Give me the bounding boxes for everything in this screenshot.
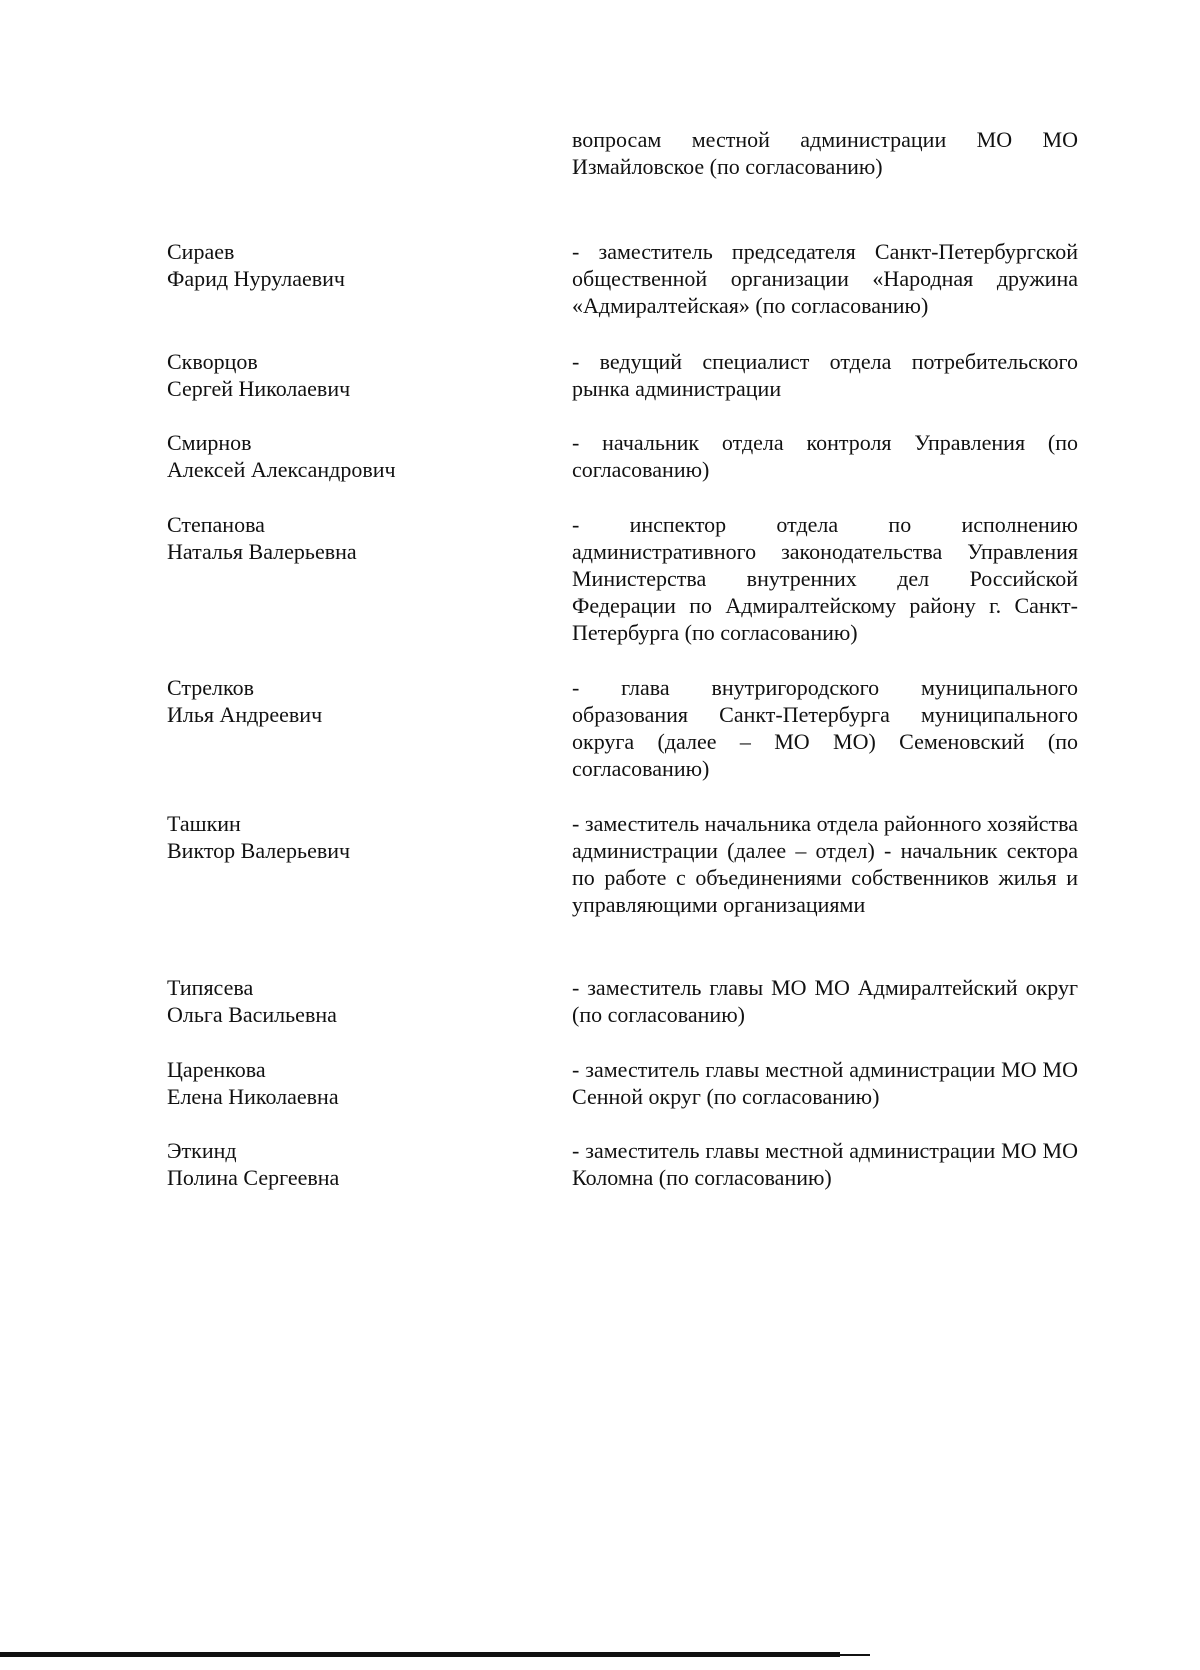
member-role: - заместитель начальника отдела районного хозяйства администрации (далее – отдел) - начальник сектора по работе с объединениями собственников жилья и управляющими организациями [572,811,1078,917]
member-role: - заместитель главы местной администрации МО МО Сенной округ (по согласованию) [572,1057,1078,1109]
member-surname: Скворцов [167,349,258,374]
bottom-border-line [0,1652,840,1657]
member-given-name: Наталья Валерьевна [167,539,357,564]
member-surname: Стрелков [167,675,254,700]
member-given-name: Полина Сергеевна [167,1165,340,1190]
member-given-name: Фарид Нурулаевич [167,266,345,291]
member-given-name: Илья Андреевич [167,702,323,727]
member-role: - начальник отдела контроля Управления (по согласованию) [572,430,1078,482]
member-name [167,674,547,728]
member-given-name: Елена Николаевна [167,1084,339,1109]
member-name [167,810,547,864]
member-surname: Сираев [167,239,235,264]
member-role: - заместитель главы МО МО Адмиралтейский округ (по согласованию) [572,975,1078,1027]
member-name [167,1137,547,1191]
member-given-name: Виктор Валерьевич [167,838,351,863]
member-surname: Царенкова [167,1057,266,1082]
member-role: - заместитель председателя Санкт-Петербургской общественной организации «Народная дружина «Адмиралтейская» (по согласованию) [572,239,1078,318]
member-name [167,348,547,402]
member-name [167,1056,547,1110]
member-surname: Ташкин [167,811,241,836]
member-name [167,974,547,1028]
member-role: - инспектор отдела по исполнению административного законодательства Управления Министерства внутренних дел Российской Федерации по Адмиралтейскому району г. Санкт-Петербурга (по согласованию) [572,512,1078,645]
member-surname: Степанова [167,512,265,537]
member-name [167,429,547,483]
member-surname: Эткинд [167,1138,237,1163]
continued-role-text: вопросам местной администрации МО МО Измайловское (по согласованию) [572,127,1078,179]
member-role: - заместитель главы местной администрации МО МО Коломна (по согласованию) [572,1138,1078,1190]
member-given-name: Сергей Николаевич [167,376,351,401]
bottom-border-line-tail [840,1654,870,1656]
member-name [167,238,547,292]
member-surname: Типясева [167,975,254,1000]
member-role: - глава внутригородского муниципального образования Санкт-Петербурга муниципального округа (далее – МО МО) Семеновский (по согласованию) [572,675,1078,781]
member-surname: Смирнов [167,430,252,455]
member-given-name: Ольга Васильевна [167,1002,337,1027]
member-given-name: Алексей Александрович [167,457,396,482]
member-name [167,511,547,565]
member-role: - ведущий специалист отдела потребительского рынка администрации [572,349,1078,401]
